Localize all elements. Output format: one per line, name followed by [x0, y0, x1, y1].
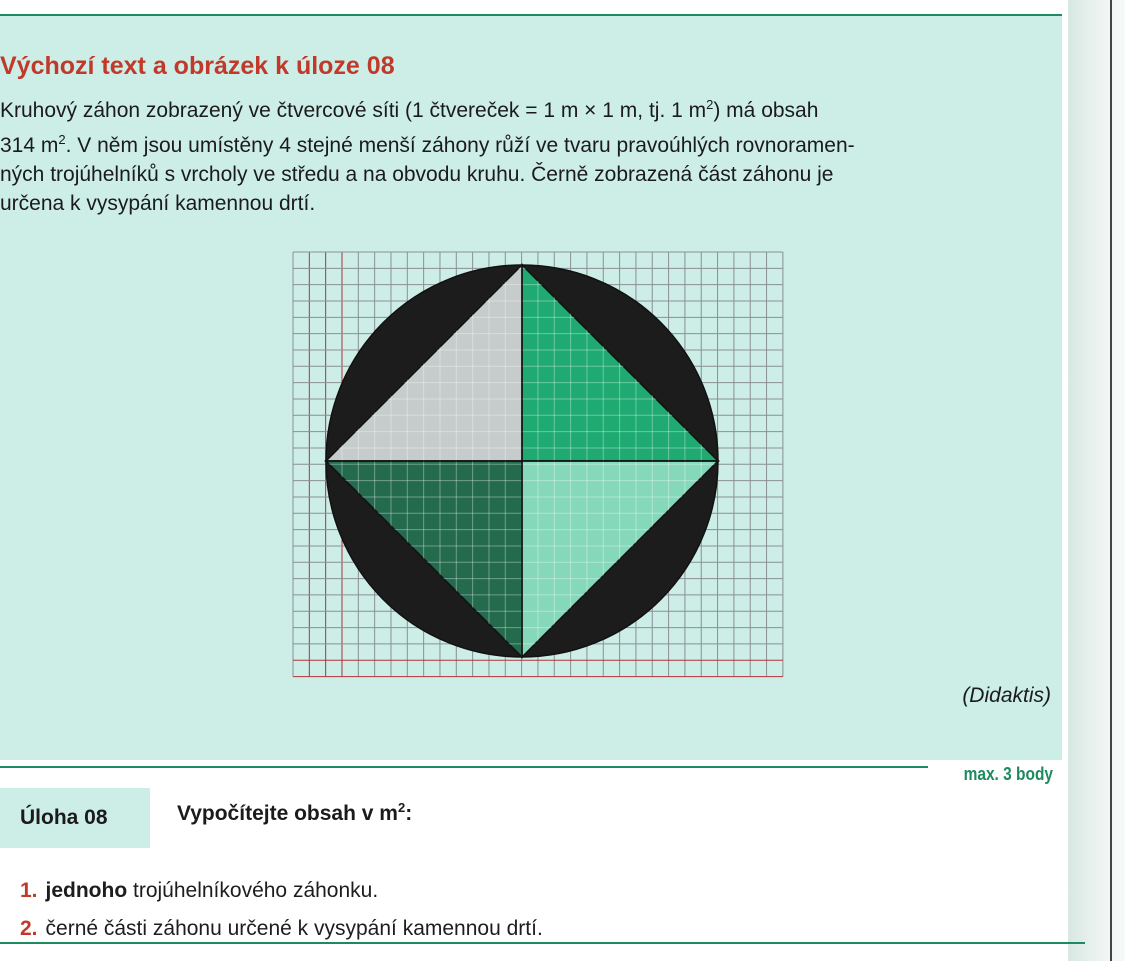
source-text-line-2: 314 $m^2$. V něm jsou umístěny 4 stejné menší záhony růží ve tvaru pravoúhlých rovnoramen- [0, 132, 855, 157]
circular-garden [293, 252, 783, 677]
bottom-divider [0, 942, 1085, 944]
source-title: Výchozí text a obrázek k úloze 08 [0, 52, 395, 80]
page-edge-rule [1110, 0, 1112, 961]
task-prompt: Vypočítejte obsah v $m^2$: [177, 800, 413, 825]
task-item-1: 1. jednoho trojúhelníkového záhonku. [20, 879, 379, 902]
source-text-line-3: ných trojúhelníků s vrcholy ve středu a na obvodu kruhu. Černě zobrazená část záhonu je [0, 163, 834, 186]
task-label: Úloha 08 [20, 806, 108, 829]
task-items [20, 872, 543, 948]
task-item-2: 2. černé části záhonu určené k vysypání kamennou drtí. [20, 917, 543, 940]
item-number: 1. [20, 879, 38, 902]
item-number: 2. [20, 917, 38, 940]
garden-figure [263, 246, 793, 690]
source-text [0, 90, 1000, 218]
points-label: max. 3 body [963, 764, 1053, 784]
triangle-grid-overlay [293, 252, 783, 677]
page-edge [1068, 0, 1125, 961]
source-text-line-4: určena k vysypání kamennou drtí. [0, 192, 316, 215]
source-text-line-1: Kruhový záhon zobrazený ve čtvercové síti (1 čtvereček = 1 m × 1 m, tj. 1 $m^2$) má obsah [0, 97, 819, 122]
figure-citation: (Didaktis) [962, 684, 1051, 707]
task-divider [0, 766, 928, 768]
